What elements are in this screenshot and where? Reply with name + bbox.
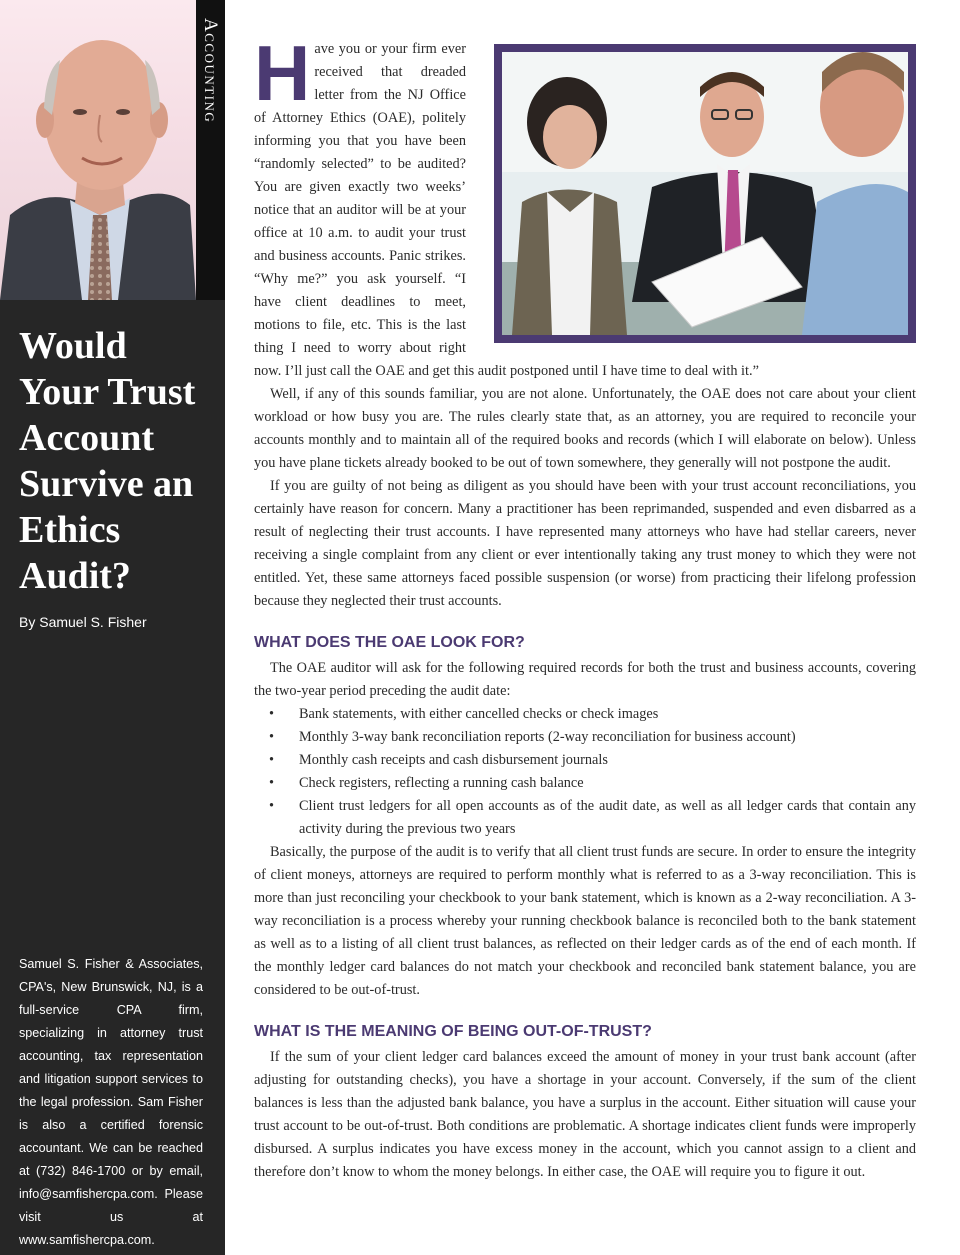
article-body	[254, 29, 916, 1184]
author-photo	[0, 0, 196, 300]
list-item: • Monthly 3-way bank reconciliation reports (2-way reconciliation for business account)	[254, 726, 916, 749]
section-tab	[196, 0, 225, 300]
list-item: • Monthly cash receipts and cash disbursement journals	[254, 749, 916, 772]
author-bio: Samuel S. Fisher & Associates, CPA's, New Brunswick, NJ, is a full-service CPA firm, specializing in attorney trust accounting, tax representation and litigation support services to the legal profession. Sam Fisher is also a certified forensic accountant. We can be reached at (732) 846-1700 or by email, info@samfishercpa.com. Please visit us at www.samfishercpa.com.	[19, 957, 203, 1247]
paragraph: If the sum of your client ledger card balances exceed the amount of money in your trust bank account (after adjusting for outstanding checks), you have a shortage in your account. Conversely, if the sum of the client balances is less than the adjusted bank balance, you have a surplus in the account. Either situation will cause your trust account to be out-of-trust. Both conditions are problematic. A shortage indicates client funds were improperly disbursed. A surplus indicates you have excess money in the account, which you cannot assign to a client and therefore don’t know to whom the money belongs. In either case, the OAE will require you to figure it out.	[254, 1049, 916, 1180]
section-label: Accounting	[199, 18, 221, 124]
section-heading: WHAT IS THE MEANING OF BEING OUT-OF-TRUST?	[254, 1023, 652, 1040]
intro-text: ave you or your firm ever received that dreaded letter from the NJ Office of Attorney Ethics (OAE), politely informing you that you have been “randomly selected” to be audited? You are given exactly two weeks’ notice that an auditor will be at your office at 10 a.m. to audit your trust and business accounts. Panic strikes. “Why me?” you ask yourself. “I have client deadlines to meet, motions to file, etc. This is the last thing I need to worry about right now. I’ll just call the OAE and get this audit postponed until I have time to deal with it.”	[254, 41, 759, 379]
sidebar	[0, 0, 225, 1255]
paragraph: Well, if any of this sounds familiar, you are not alone. Unfortunately, the OAE does not care about your client workload or how busy you are. The rules clearly state that, as an attorney, you are required to reconcile your accounts monthly and to maintain all of the required books and records (which I will elaborate on below). Unless you have plane tickets already booked to be out of town somewhere, they generally will not postpone the audit.	[254, 386, 916, 471]
records-list	[254, 703, 916, 841]
article-title	[19, 323, 219, 599]
title-line: Audit?	[19, 555, 131, 597]
title-line: Account	[19, 417, 155, 459]
meeting-photo	[502, 52, 908, 335]
title-line: Would	[19, 325, 127, 367]
paragraph: If you are guilty of not being as diligent as you should have been with your trust account reconciliations, you certainly have reason for concern. Many a practitioner has been reprimanded, suspended and even disbarred as a result of neglecting their trust accounts. I have represented many attorneys who have had stellar careers, never receiving a single complaint from any client or ever intentionally taking any trust money to which they were not entitled. Yet, these same attorneys faced possible suspension (or worse) from practicing their lifelong profession because they neglected their trust accounts.	[254, 478, 916, 609]
list-item: • Check registers, reflecting a running cash balance	[254, 772, 916, 795]
byline: By Samuel S. Fisher	[19, 614, 147, 630]
paragraph: Basically, the purpose of the audit is to verify that all client trust funds are secure. In order to ensure the integrity of client moneys, attorneys are required to perform monthly what is referred to as a 3-way reconciliation. This is more than just reconciling your checkbook to your bank statement, which is known as a 2-way reconciliation. A 3-way reconciliation is a process whereby your running checkbook balance is reconciled both to the bank statement as well as to a listing of all client trust balances, as reflected on their ledger cards as of the end of each month. If the monthly ledger card balances do not match your checkbook and reconciled bank statement balance, you are considered to be out-of-trust.	[254, 844, 916, 998]
section-heading: WHAT DOES THE OAE LOOK FOR?	[254, 634, 525, 651]
paragraph: The OAE auditor will ask for the following required records for both the trust and business accounts, covering the two-year period preceding the audit date:	[254, 660, 916, 699]
list-item: • Bank statements, with either cancelled checks or check images	[254, 703, 916, 726]
title-line: Your Trust	[19, 371, 196, 413]
title-line: Survive an	[19, 463, 194, 505]
drop-cap: H	[254, 29, 311, 117]
meeting-photo-frame	[494, 44, 916, 343]
title-line: Ethics	[19, 509, 121, 551]
list-item: • Client trust ledgers for all open accounts as of the audit date, as well as all ledger cards that contain any activity during the previous two years	[254, 795, 916, 841]
